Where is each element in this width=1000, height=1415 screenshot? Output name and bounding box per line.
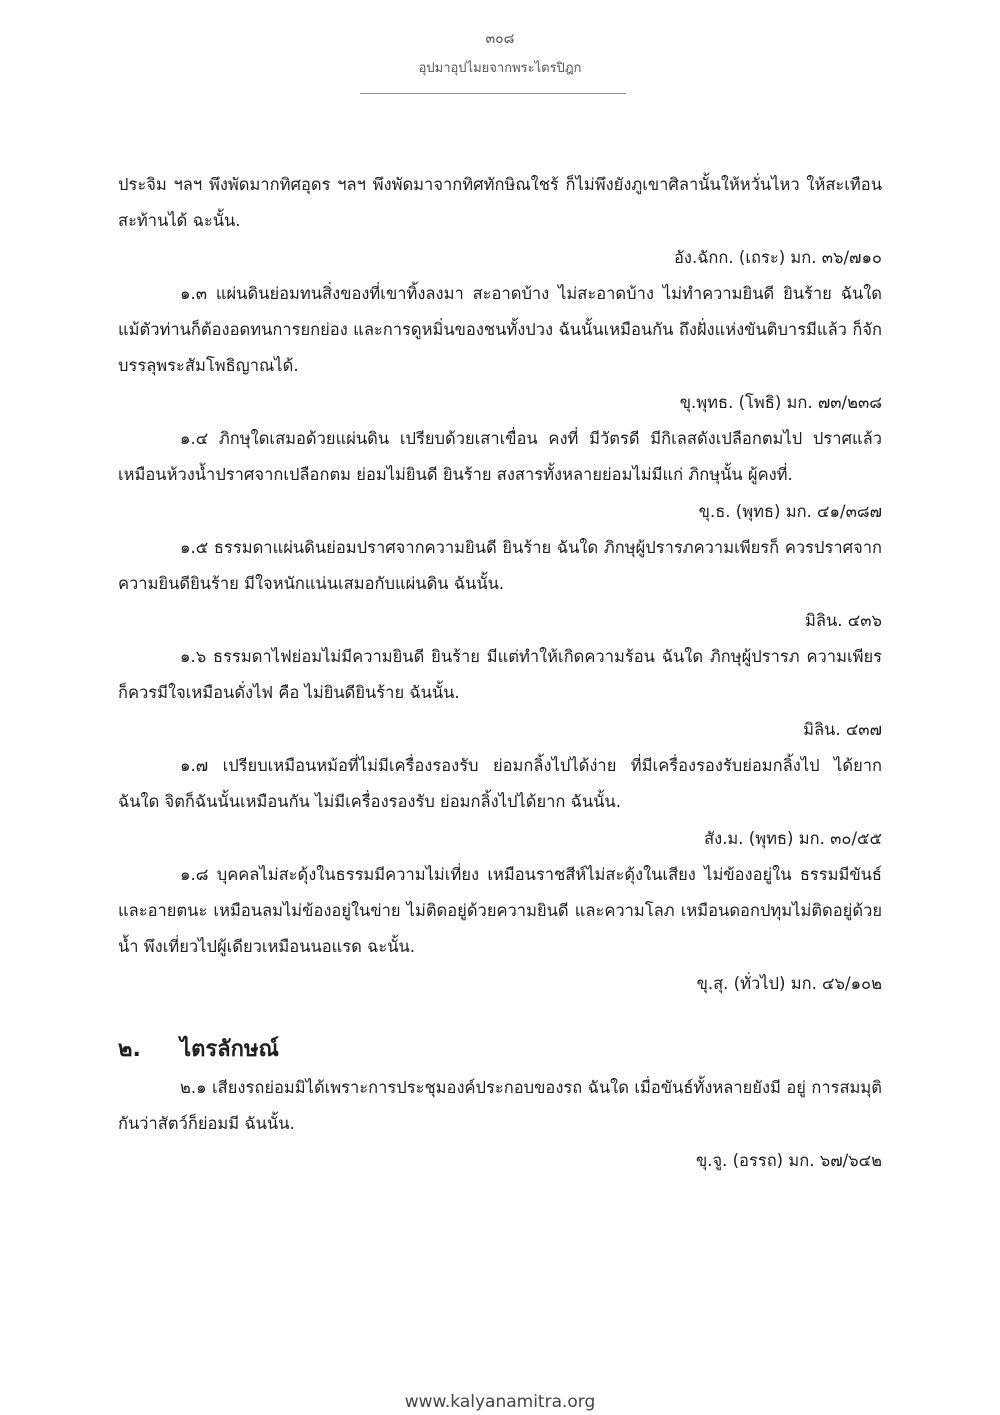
book-title: อุปมาอุปไมยจากพระไตรปิฎก [418,61,582,76]
citation: มิลิน. ๔๓๗ [803,720,882,739]
page-header [0,30,1000,78]
header-divider [360,93,626,94]
paragraph-1-5: ๑.๕ ธรรมดาแผ่นดินย่อมปราศจากความยินดี ยินร้าย ฉันใด ภิกษุผู้ปรารภความเพียรก็ ควรปราศจากความยินดียินร้าย มีใจหนักแน่นเสมอกับแผ่นดิน ฉันนั้น. [118,538,882,593]
citation: สัง.ม. (พุทธ) มก. ๓๐/๕๕ [704,829,882,848]
paragraph-2-1: ๒.๑ เสียงรถย่อมมิได้เพราะการประชุมองค์ประกอบของรถ ฉันใด เมื่อขันธ์ทั้งหลายยังมี อยู่ การสมมุติกันว่าสัตว์ก็ย่อมมี ฉันนั้น. [118,1078,882,1133]
paragraph-1-3: ๑.๓ แผ่นดินย่อมทนสิ่งของที่เขาทิ้งลงมา สะอาดบ้าง ไม่สะอาดบ้าง ไม่ทำความยินดี ยินร้าย ฉันใด แม้ตัวท่านก็ต้องอดทนการยกย่อง และการดูหมิ่นของชนทั้งปวง ฉันนั้นเหมือนกัน ถึงฝั่งแห่งขันติบารมีแล้ว ก็จักบรรลุพระสัมโพธิญาณได้. [118,284,882,375]
section-number: ๒. [118,1037,141,1062]
citation: ขุ.จู. (อรรถ) มก. ๖๗/๖๔๒ [695,1151,882,1170]
citation: อัง.ฉักก. (เถระ) มก. ๓๖/๗๑๐ [673,248,882,267]
citation: ขุ.พุทธ. (โพธิ) มก. ๗๓/๒๓๘ [679,393,882,412]
page-body [118,167,882,1179]
paragraph-1-8: ๑.๘ บุคคลไม่สะดุ้งในธรรมมีความไม่เที่ยง เหมือนราชสีห์ไม่สะดุ้งในเสียง ไม่ข้องอยู่ใน ธรรมมีขันธ์ และอายตนะ เหมือนลมไม่ข้องอยู่ในข่าย ไม่ติดอยู่ด้วยความยินดี และความโลภ เหมือนดอกปทุมไม่ติดอยู่ด้วยน้ำ พึงเที่ยวไปผู้เดียวเหมือนนอแรด ฉะนั้น. [118,865,882,956]
citation: ขุ.ธ. (พุทธ) มก. ๔๑/๓๘๗ [698,502,882,521]
paragraph-1-7: ๑.๗ เปรียบเหมือนหม้อที่ไม่มีเครื่องรองรับ ย่อมกลิ้งไปได้ง่าย ที่มีเครื่องรองรับย่อมกลิ้งไป ได้ยาก ฉันใด จิตก็ฉันนั้นเหมือนกัน ไม่มีเครื่องรองรับ ย่อมกลิ้งไปได้ยาก ฉันนั้น. [118,756,882,811]
citation: ขุ.สุ. (ทั่วไป) มก. ๔๖/๑๐๒ [696,974,882,993]
page-number: ๓๐๘ [485,31,515,47]
footer-url: www.kalyanamitra.org [404,1392,596,1412]
citation: มิลิน. ๔๓๖ [805,611,882,630]
paragraph-continuation: ประจิม ฯลฯ พึงพัดมากทิศอุดร ฯลฯ พึงพัดมาจากทิศทักษิณใชร้ ก็ไม่พึงยังภูเขาศิลานั้นให้หวั่นไหว ให้สะเทือนสะท้านได้ ฉะนั้น. [118,175,882,230]
paragraph-1-4: ๑.๔ ภิกษุใดเสมอด้วยแผ่นดิน เปรียบด้วยเสาเขื่อน คงที่ มีวัตรดี มีกิเลสดังเปลือกตมไป ปราศแล้ว เหมือนห้วงน้ำปราศจากเปลือกตม ย่อมไม่ยินดี ยินร้าย สงสารทั้งหลายย่อมไม่มีแก่ ภิกษุนั้น ผู้คงที่. [118,429,882,484]
paragraph-1-6: ๑.๖ ธรรมดาไฟย่อมไม่มีความยินดี ยินร้าย มีแต่ทำให้เกิดความร้อน ฉันใด ภิกษุผู้ปรารภ ความเพียรก็ควรมีใจเหมือนดั่งไฟ คือ ไม่ยินดียินร้าย ฉันนั้น. [118,647,882,702]
section-heading [118,1030,882,1070]
section-title: ไตรลักษณ์ [180,1037,279,1062]
